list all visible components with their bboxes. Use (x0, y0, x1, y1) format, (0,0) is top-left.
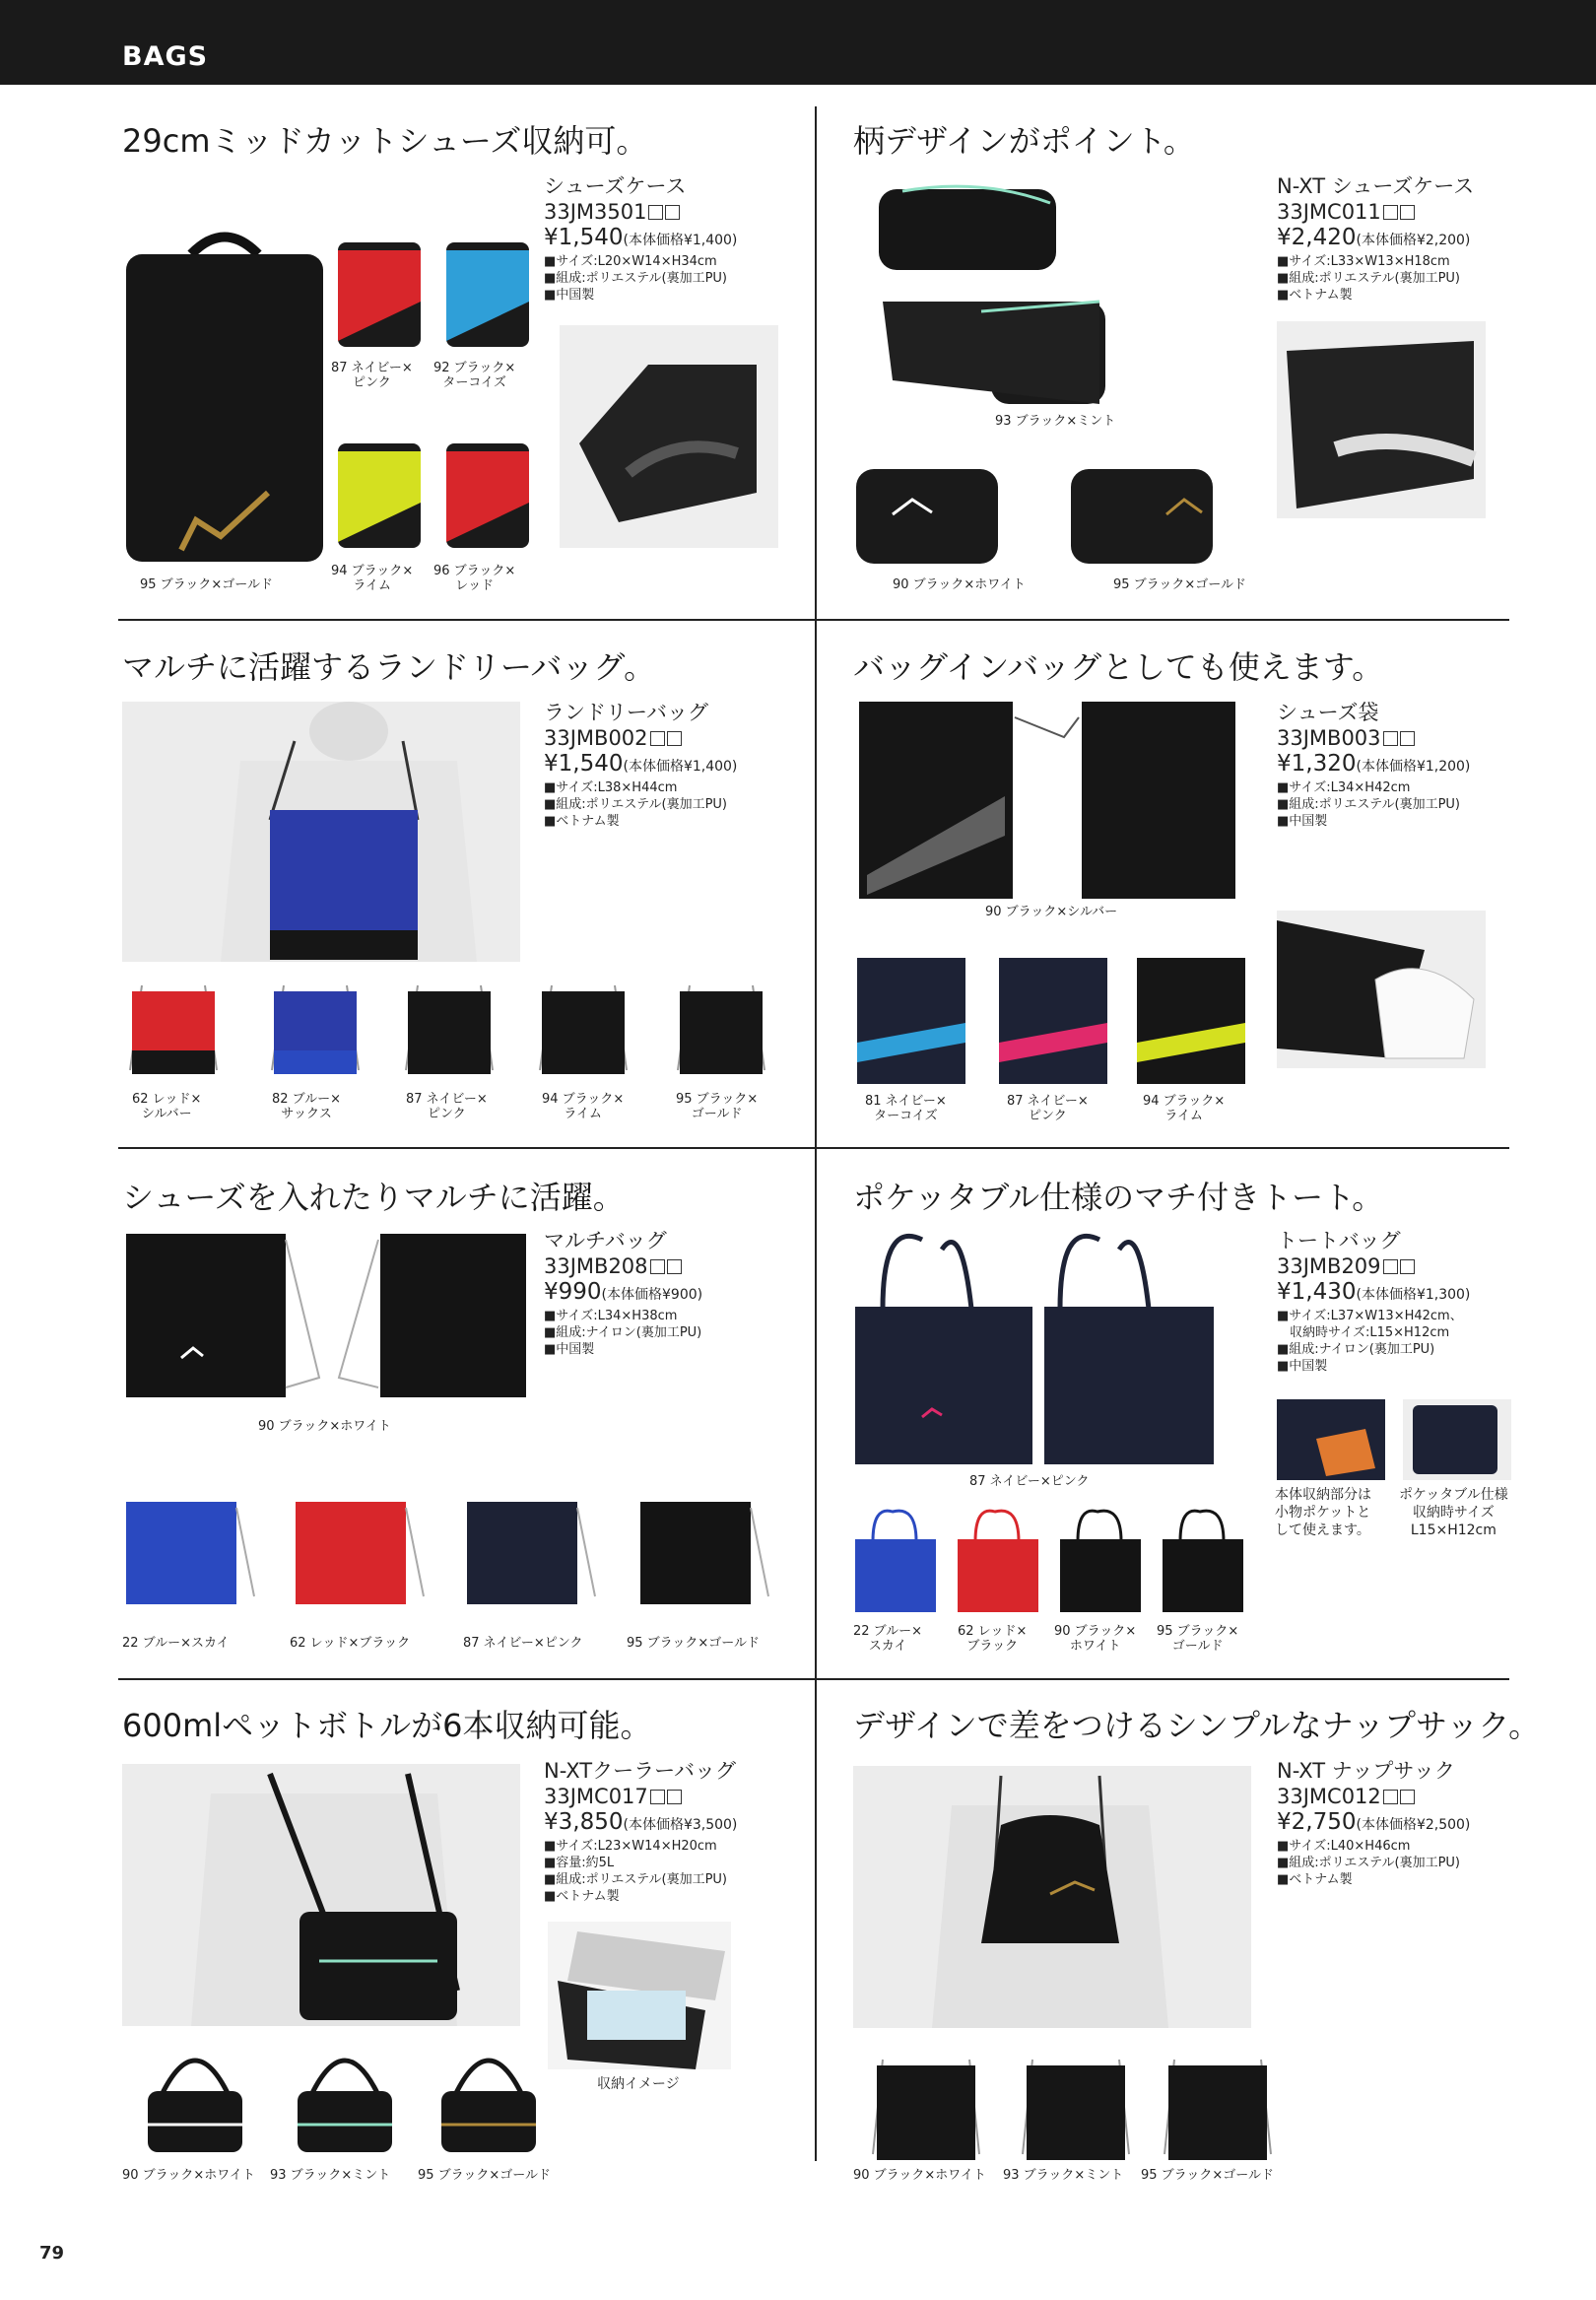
variant-caption: 22 ブルー× スカイ (853, 1624, 923, 1654)
price-row (1277, 751, 1470, 779)
variant-caption: 87 ネイビー× ピンク (406, 1092, 488, 1121)
spec-line: ■組成:ポリエステル(裏加工PU) (544, 1872, 727, 1887)
page-number: 79 (39, 2243, 65, 2264)
row-divider-2 (118, 1147, 1509, 1149)
product-info (1277, 173, 1474, 304)
variant-photo (1019, 2052, 1133, 2166)
spec-line: ■サイズ:L23×W14×H20cm (544, 1839, 717, 1854)
headline: デザインで差をつけるシンプルなナップサック。 (853, 1707, 1541, 1744)
product-name: N-XT ナップサック (1277, 1759, 1455, 1783)
product-code: 33JMC011 (1277, 200, 1381, 224)
variant-photo (956, 1502, 1040, 1618)
variant-caption: 90 ブラック×ホワイト (853, 2168, 986, 2183)
base-price: (本体価格¥1,200) (1356, 759, 1471, 775)
spec-line: ■中国製 (1277, 814, 1328, 829)
price-row (544, 1279, 702, 1308)
variant-photo (853, 455, 1001, 568)
spec-line: ■ベトナム製 (544, 1889, 620, 1904)
product-name: N-XT シューズケース (1277, 174, 1475, 198)
feature-note: 本体収納部分は 小物ポケットと して使えます。 (1275, 1487, 1371, 1538)
variant-caption: 87 ネイビー×ピンク (463, 1636, 583, 1651)
variant-photo (435, 2036, 540, 2154)
variant-photo (853, 1502, 938, 1618)
variant-photo (335, 434, 424, 550)
product-code-row (1277, 199, 1474, 225)
spec-line: ■ベトナム製 (1277, 288, 1353, 303)
product-info (544, 1758, 737, 1905)
headline: シューズを入れたりマルチに活躍。 (122, 1179, 625, 1216)
spec-line: ■組成:ポリエステル(裏加工PU) (544, 797, 727, 812)
variant-photo (122, 976, 225, 1078)
variant-caption: 95 ブラック× ゴールド (676, 1092, 759, 1121)
product-name: マルチバッグ (544, 1229, 667, 1252)
variant-caption: 92 ブラック× ターコイズ (433, 361, 516, 390)
variant-caption: 95 ブラック× ゴールド (1157, 1624, 1239, 1654)
price-row (544, 751, 737, 779)
variant-caption: 90 ブラック×シルバー (985, 905, 1118, 919)
detail-photo-pocket (1277, 1399, 1385, 1480)
price-row (544, 1809, 737, 1838)
spec-line: ■組成:ポリエステル(裏加工PU) (1277, 797, 1460, 812)
product-code-row (544, 199, 737, 225)
variant-caption: 90 ブラック×ホワイト (258, 1419, 391, 1434)
usage-photo-cooler-open (548, 1922, 731, 2069)
variant-caption: 95 ブラック×ゴールド (418, 2168, 552, 2183)
product-photo-nxt-case (873, 183, 1109, 410)
product-info (544, 173, 737, 304)
spec-line: ■ベトナム製 (1277, 1872, 1353, 1887)
spec-line: ■中国製 (544, 288, 595, 303)
variant-caption: 93 ブラック×ミント (995, 414, 1116, 429)
product-code: 33JMB002 (544, 726, 648, 750)
variant-caption: 62 レッド× ブラック (958, 1624, 1028, 1654)
column-divider (815, 106, 817, 2161)
row-divider-3 (118, 1678, 1509, 1680)
variant-photo (869, 2052, 983, 2166)
variant-caption: 95 ブラック×ゴールド (140, 577, 274, 592)
product-info (544, 700, 737, 830)
spec-line: ■容量:約5L (544, 1856, 615, 1870)
price: ¥990 (544, 1279, 602, 1305)
base-price: (本体価格¥1,400) (623, 759, 738, 775)
product-code: 33JMC012 (1277, 1785, 1381, 1808)
variant-photo (1135, 954, 1253, 1086)
variant-caption: 95 ブラック×ゴールド (1141, 2168, 1275, 2183)
variant-caption: 90 ブラック× ホワイト (1054, 1624, 1137, 1654)
spec-line: ■サイズ:L33×W13×H18cm (1277, 254, 1450, 269)
variant-caption: 90 ブラック×ホワイト (893, 577, 1026, 592)
spec-line: ■組成:ポリエステル(裏加工PU) (1277, 1856, 1460, 1870)
detail-photo-packed (1403, 1399, 1511, 1480)
product-name: シューズケース (544, 174, 687, 198)
feature-note: ポケッタブル仕様 収納時サイズ L15×H12cm (1399, 1487, 1508, 1538)
variant-caption: 62 レッド× シルバー (132, 1092, 202, 1121)
row-divider-1 (118, 619, 1509, 621)
price-row (1277, 225, 1474, 253)
headline: 29cmミッドカットシューズ収納可。 (122, 122, 648, 160)
spec-line: ■組成:ポリエステル(裏加工PU) (544, 271, 727, 286)
feature-note: 収納イメージ (597, 2076, 680, 2092)
headline: バッグインバッグとしても使えます。 (853, 648, 1384, 686)
product-photo-multi-bag (122, 1230, 530, 1401)
variant-photo (670, 976, 772, 1078)
variant-caption: 87 ネイビー× ピンク (1007, 1094, 1089, 1123)
variant-caption: 95 ブラック×ゴールド (1113, 577, 1247, 592)
product-code: 33JMB208 (544, 1254, 648, 1278)
product-code-row (1277, 725, 1470, 751)
usage-photo (1277, 321, 1486, 518)
variant-photo (997, 954, 1115, 1086)
variant-caption: 82 ブルー× サックス (272, 1092, 342, 1121)
spec-line: ■サイズ:L34×H42cm (1277, 780, 1411, 795)
base-price: (本体価格¥2,200) (1356, 233, 1471, 248)
variant-photo (292, 1498, 426, 1608)
product-photo-tote (853, 1230, 1218, 1466)
product-info (1277, 1228, 1470, 1375)
product-name: ランドリーバッグ (544, 701, 708, 724)
headline: マルチに活躍するランドリーバッグ。 (122, 648, 656, 686)
spec-line: ■サイズ:L40×H46cm (1277, 1839, 1411, 1854)
price-row (1277, 1279, 1470, 1308)
headline: ポケッタブル仕様のマチ付きトート。 (853, 1179, 1384, 1216)
spec-line: ■サイズ:L38×H44cm (544, 780, 678, 795)
variant-photo (292, 2036, 396, 2154)
variant-photo (398, 976, 500, 1078)
variant-caption: 87 ネイビー×ピンク (969, 1474, 1090, 1489)
variant-photo (443, 233, 532, 349)
product-info (1277, 1758, 1470, 1888)
spec-line: ■サイズ:L34×H38cm (544, 1309, 678, 1323)
base-price: (本体価格¥1,300) (1356, 1287, 1471, 1303)
variant-caption: 81 ネイビー× ターコイズ (865, 1094, 947, 1123)
variant-photo (855, 954, 973, 1086)
variant-caption: 62 レッド×ブラック (290, 1636, 411, 1651)
product-info (1277, 700, 1470, 830)
variant-caption: 22 ブルー×スカイ (122, 1636, 230, 1651)
price-row (1277, 1809, 1470, 1838)
price: ¥1,320 (1277, 751, 1357, 777)
model-photo-knapsack (853, 1766, 1251, 2028)
variant-photo (532, 976, 634, 1078)
base-price: (本体価格¥3,500) (623, 1817, 738, 1833)
product-code: 33JMC017 (544, 1785, 648, 1808)
variant-caption: 90 ブラック×ホワイト (122, 2168, 255, 2183)
model-photo-laundry-bag (122, 702, 520, 962)
variant-photo (1058, 1502, 1143, 1618)
product-name: N-XTクーラーバッグ (544, 1759, 737, 1783)
spec-line: ■ベトナム製 (544, 814, 620, 829)
variant-caption: 93 ブラック×ミント (270, 2168, 391, 2183)
variant-caption: 96 ブラック× レッド (433, 564, 516, 593)
variant-caption: 87 ネイビー× ピンク (331, 361, 413, 390)
variant-caption: 95 ブラック×ゴールド (627, 1636, 761, 1651)
product-code: 33JMB209 (1277, 1254, 1381, 1278)
spec-line: ■組成:ナイロン(裏加工PU) (1277, 1342, 1435, 1357)
product-name: トートバッグ (1277, 1229, 1401, 1252)
product-photo-shoe-case (122, 225, 327, 566)
spec-line: ■サイズ:L20×W14×H34cm (544, 254, 717, 269)
variant-photo (1161, 1502, 1245, 1618)
price: ¥1,430 (1277, 1279, 1357, 1305)
variant-photo (264, 976, 366, 1078)
variant-photo (142, 2036, 246, 2154)
spec-line: ■中国製 (1277, 1359, 1328, 1374)
product-code-row (544, 1253, 702, 1279)
price: ¥2,420 (1277, 225, 1357, 250)
price-row (544, 225, 737, 253)
header-title: BAGS (122, 41, 209, 72)
headline: 柄デザインがポイント。 (853, 122, 1195, 160)
variant-photo (335, 233, 424, 349)
spec-line: ■サイズ:L37×W13×H42cm、 (1277, 1309, 1463, 1323)
spec-line: ■組成:ナイロン(裏加工PU) (544, 1325, 702, 1340)
spec-line: 収納時サイズ:L15×H12cm (1277, 1325, 1450, 1340)
spec-line: ■組成:ポリエステル(裏加工PU) (1277, 271, 1460, 286)
base-price: (本体価格¥2,500) (1356, 1817, 1471, 1833)
price: ¥3,850 (544, 1809, 624, 1835)
variant-photo (1068, 455, 1216, 568)
usage-photo (560, 325, 778, 548)
variant-caption: 94 ブラック× ライム (1143, 1094, 1226, 1123)
product-code-row (544, 1784, 737, 1809)
usage-photo (1277, 911, 1486, 1068)
product-info (544, 1228, 702, 1358)
variant-photo (443, 434, 532, 550)
product-code-row (544, 725, 737, 751)
price: ¥1,540 (544, 751, 624, 777)
variant-caption: 94 ブラック× ライム (542, 1092, 625, 1121)
variant-photo (1161, 2052, 1275, 2166)
variant-photo (122, 1498, 256, 1608)
price: ¥1,540 (544, 225, 624, 250)
product-code-row (1277, 1253, 1470, 1279)
base-price: (本体価格¥900) (601, 1287, 703, 1303)
product-name: シューズ袋 (1277, 701, 1379, 724)
price: ¥2,750 (1277, 1809, 1357, 1835)
product-code-row (1277, 1784, 1470, 1809)
product-photo-shoe-pouch (857, 698, 1237, 901)
product-code: 33JM3501 (544, 200, 647, 224)
base-price: (本体価格¥1,400) (623, 233, 738, 248)
spec-line: ■中国製 (544, 1342, 595, 1357)
variant-photo (463, 1498, 597, 1608)
page-header (0, 0, 1596, 85)
variant-caption: 93 ブラック×ミント (1003, 2168, 1124, 2183)
variant-caption: 94 ブラック× ライム (331, 564, 414, 593)
variant-photo (636, 1498, 770, 1608)
product-code: 33JMB003 (1277, 726, 1381, 750)
headline: 600mlペットボトルが6本収納可能。 (122, 1707, 652, 1744)
model-photo-cooler (122, 1764, 520, 2026)
